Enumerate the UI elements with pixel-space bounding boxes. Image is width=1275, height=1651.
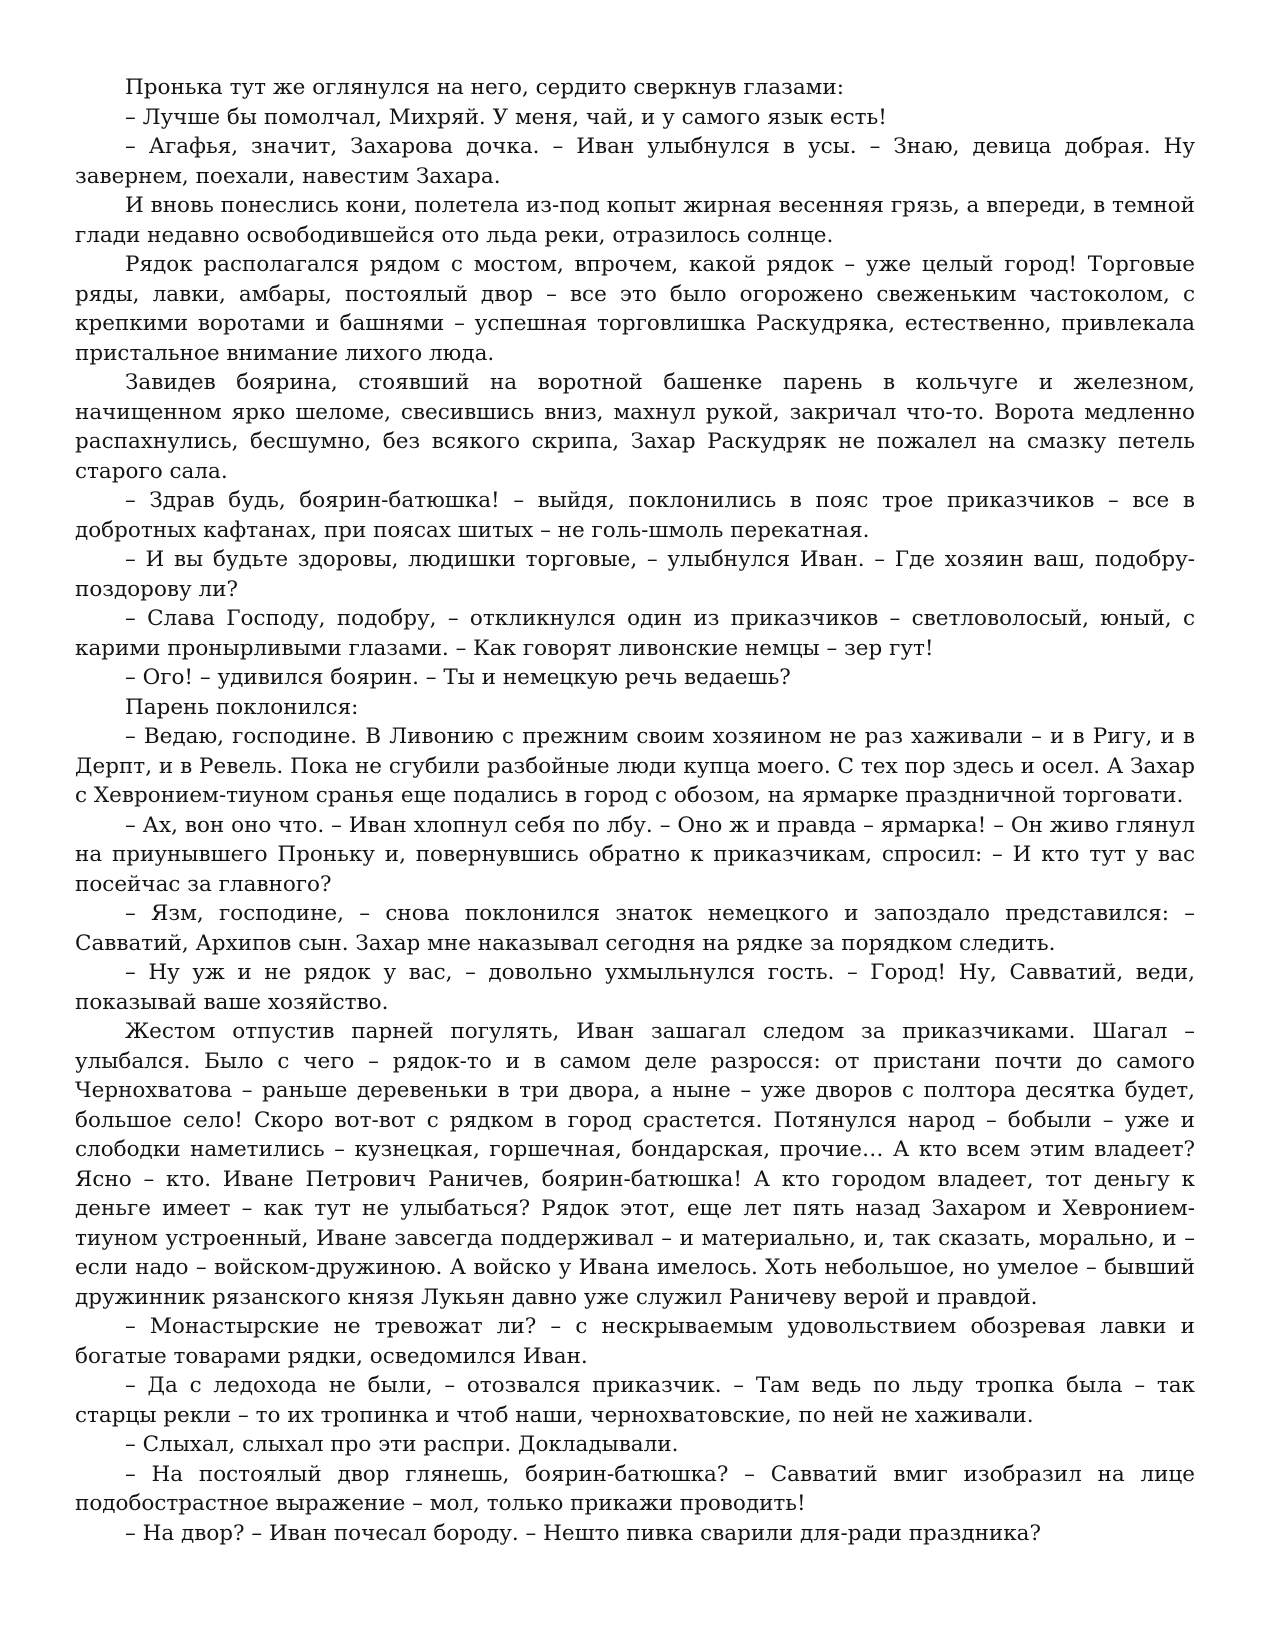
paragraph: – Язм, господине, – снова поклонился знаток немецкого и запоздало представился: – Савватий, Архипов сын. Захар мне наказывал сегодня на рядке за порядком следить. <box>75 901 1195 956</box>
paragraph: Завидев боярина, стоявший на воротной башенке парень в кольчуге и железном, начищенном ярко шеломе, свесившись вниз, махнул рукой, закричал что-то. Ворота медленно распахнулись, бесшумно, без всякого скрипа, Захар Раскудряк не пожалел на смазку петель старого сала. <box>75 370 1195 484</box>
paragraph: – Слыхал, слыхал про эти распри. Докладывали. <box>125 1432 679 1457</box>
paragraph: – Лучше бы помолчал, Михряй. У меня, чай, и у самого язык есть! <box>125 104 887 130</box>
paragraph: – Ого! – удивился боярин. – Ты и немецкую речь ведаешь? <box>125 665 791 690</box>
paragraph: – Монастырские не тревожат ли? – с нескрываемым удовольствием обозревая лавки и богатые товарами рядки, осведомился Иван. <box>75 1314 1195 1369</box>
paragraph: – На двор? – Иван почесал бороду. – Нешто пивка сварили для-ради праздника? <box>125 1520 1042 1546</box>
paragraph: Жестом отпустив парней погулять, Иван зашагал следом за приказчиками. Шагал – улыбался. Было с чего – рядок-то и в самом деле разросся: от пристани почти до самого Чернохватова – раньше деревеньки в три двора, а ныне – уже дворов с полтора десятка будет, большое село! Скоро вот-вот с рядком в город срастется. Потянулся народ – бобыли – уже и слободки наметились – кузнецкая, горшечная, бондарская, прочие… А кто всем этим владеет? Ясно – кто. Иване Петрович Раничев, боярин-батюшка! А кто городом владеет, тот деньгу к деньге имеет – как тут не улыбаться? Рядок этот, еще лет пять назад Захаром и Хевронием-тиуном устроенный, Иване завсегда поддерживал – и материально, и, так сказать, морально, и – если надо – войском-дружиною. А войско у Ивана имелось. Хоть небольшое, но умелое – бывший дружинник рязанского князя Лукьян давно уже служил Раничеву верой и правдой. <box>75 1019 1195 1310</box>
paragraph: – Агафья, значит, Захарова дочка. – Иван улыбнулся в усы. – Знаю, девица добрая. Ну завернем, поехали, навестим Захара. <box>75 134 1195 189</box>
paragraph: – Ну уж и не рядок у вас, – довольно ухмыльнулся гость. – Город! Ну, Савватий, веди, показывай ваше хозяйство. <box>75 960 1195 1015</box>
paragraph: – Слава Господу, подобру, – откликнулся один из приказчиков – светловолосый, юный, с карими пронырливыми глазами. – Как говорят ливонские немцы – зер гут! <box>75 606 1195 661</box>
paragraph: – Да с ледохода не были, – отозвался приказчик. – Там ведь по льду тропка была – так старцы рекли – то их тропинка и чтоб наши, чернохватовские, по ней не хаживали. <box>75 1373 1195 1428</box>
paragraph: И вновь понеслись кони, полетела из-под копыт жирная весенняя грязь, а впереди, в темной глади недавно освободившейся ото льда реки, отразилось солнце. <box>75 193 1195 248</box>
paragraph: – Ведаю, господине. В Ливонию с прежним своим хозяином не раз хаживали – и в Ригу, и в Дерпт, и в Ревель. Пока не сгубили разбойные люди купца моего. С тех пор здесь и осел. А Захар с Хевронием-тиуном сранья еще подались в город с обозом, на ярмарке праздничной торговати. <box>75 724 1195 808</box>
paragraph: Рядок располагался рядом с мостом, впрочем, какой рядок – уже целый город! Торговые ряды, лавки, амбары, постоялый двор – все это было огорожено свеженьким частоколом, с крепкими воротами и башнями – успешная торговлишка Раскудряка, естественно, привлекала пристальное внимание лихого люда. <box>75 252 1195 366</box>
paragraph: – И вы будьте здоровы, людишки торговые, – улыбнулся Иван. – Где хозяин ваш, подобру-поздорову ли? <box>75 547 1195 602</box>
paragraph: – Ах, вон оно что. – Иван хлопнул себя по лбу. – Оно ж и правда – ярмарка! – Он живо глянул на приунывшего Проньку и, повернувшись обратно к приказчикам, спросил: – И кто тут у вас посейчас за главного? <box>75 812 1195 897</box>
paragraph: Парень поклонился: <box>125 694 359 720</box>
paragraph: – Здрав будь, боярин-батюшка! – выйдя, поклонились в пояс трое приказчиков – все в добротных кафтанах, при поясах шитых – не голь-шмоль перекатная. <box>75 488 1195 543</box>
paragraph: Пронька тут же оглянулся на него, сердито сверкнув глазами: <box>125 75 844 100</box>
page-text <box>75 73 1195 1548</box>
paragraph: – На постоялый двор глянешь, боярин-батюшка? – Савватий вмиг изобразил на лице подобострастное выражение – мол, только прикажи проводить! <box>75 1461 1195 1516</box>
